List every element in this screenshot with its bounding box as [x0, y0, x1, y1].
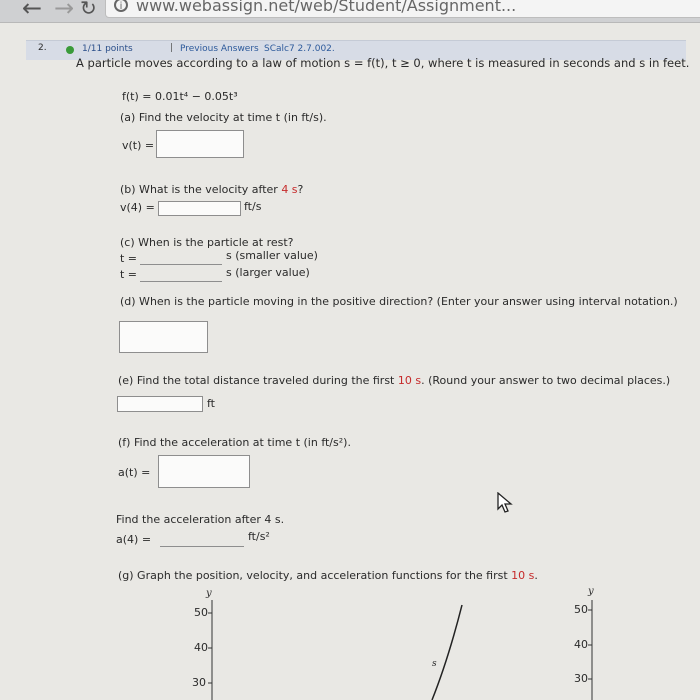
part-b-label: v(4) =: [120, 201, 155, 214]
part-e-question: [118, 374, 670, 387]
question-number: 2.: [38, 43, 47, 53]
part-f2-label: a(4) =: [116, 533, 152, 546]
part-e-value: 10 s: [397, 374, 422, 387]
left-y-label: y: [206, 588, 212, 599]
positive-direction-input[interactable]: [119, 321, 208, 353]
left-tick-label-50: 50: [194, 606, 208, 619]
part-g-value: 10 s: [511, 569, 535, 582]
rest-time-larger-input[interactable]: [140, 281, 222, 282]
part-g-end: .: [534, 569, 538, 582]
back-arrow-icon[interactable]: ←: [22, 0, 43, 22]
part-a-question: (a) Find the velocity at time t (in ft/s).: [120, 111, 327, 124]
right-tick-label-40: 40: [574, 638, 588, 651]
total-distance-input[interactable]: [117, 396, 203, 412]
position-equation: f(t) = 0.01t⁴ − 0.05t³: [122, 90, 238, 103]
info-icon: i: [114, 0, 128, 12]
part-b-question: [120, 183, 303, 196]
forward-arrow-icon[interactable]: →: [54, 0, 75, 22]
part-c-question: (c) When is the particle at rest?: [120, 236, 294, 249]
rest-time-smaller-input[interactable]: [140, 264, 222, 265]
part-g-text: (g) Graph the position, velocity, and acceleration functions for the first: [118, 569, 512, 582]
position-curve: [432, 605, 462, 700]
previous-answers-link[interactable]: Previous Answers: [180, 44, 259, 54]
graph-area[interactable]: [0, 580, 700, 700]
part-c-label-1: t =: [120, 252, 138, 265]
mouse-pointer-icon: [497, 492, 513, 514]
url-text: www.webassign.net/web/Student/Assignment...: [136, 0, 517, 15]
part-f2-unit: ft/s²: [248, 530, 270, 543]
status-dot-icon: [66, 46, 74, 54]
left-tick-label-30: 30: [192, 676, 206, 689]
curve-label-s: s: [432, 659, 437, 669]
part-b-unit: ft/s: [244, 200, 262, 213]
part-c-unit-1: s (smaller value): [226, 249, 318, 262]
url-bar[interactable]: [105, 0, 700, 18]
browser-toolbar: [0, 0, 700, 23]
part-e-text: (e) Find the total distance traveled during the first: [118, 374, 398, 387]
right-tick-label-30: 30: [574, 672, 588, 685]
right-tick-label-50: 50: [574, 603, 588, 616]
reload-icon[interactable]: ↻: [80, 0, 97, 20]
part-d-question: (d) When is the particle moving in the positive direction? (Enter your answer using interval notation.): [120, 295, 678, 308]
right-y-label: y: [588, 586, 594, 597]
part-b-text: (b) What is the velocity after: [120, 183, 282, 196]
points-label: 1/11 points: [82, 44, 133, 54]
part-a-label: v(t) =: [122, 139, 155, 152]
part-e-unit: ft: [207, 397, 215, 410]
part-c-unit-2: s (larger value): [226, 266, 310, 279]
separator: |: [170, 43, 174, 53]
part-c-label-2: t =: [120, 268, 138, 281]
textbook-reference-link[interactable]: SCalc7 2.7.002.: [264, 44, 335, 54]
acceleration-function-input[interactable]: [158, 455, 250, 488]
acceleration-at-4-input[interactable]: [160, 546, 244, 547]
left-tick-label-40: 40: [194, 641, 208, 654]
part-f2-question: Find the acceleration after 4 s.: [116, 513, 285, 526]
part-b-value: 4 s: [281, 183, 298, 196]
part-f-label: a(t) =: [118, 466, 151, 479]
problem-intro: A particle moves according to a law of motion s = f(t), t ≥ 0, where t is measured in seconds and s in feet.: [76, 56, 690, 70]
part-f-question: (f) Find the acceleration at time t (in ft/s²).: [118, 436, 351, 449]
part-b-end: ?: [297, 183, 304, 196]
velocity-at-4-input[interactable]: [158, 201, 241, 216]
part-e-end: . (Round your answer to two decimal places.): [421, 374, 671, 387]
velocity-function-input[interactable]: [156, 130, 244, 158]
